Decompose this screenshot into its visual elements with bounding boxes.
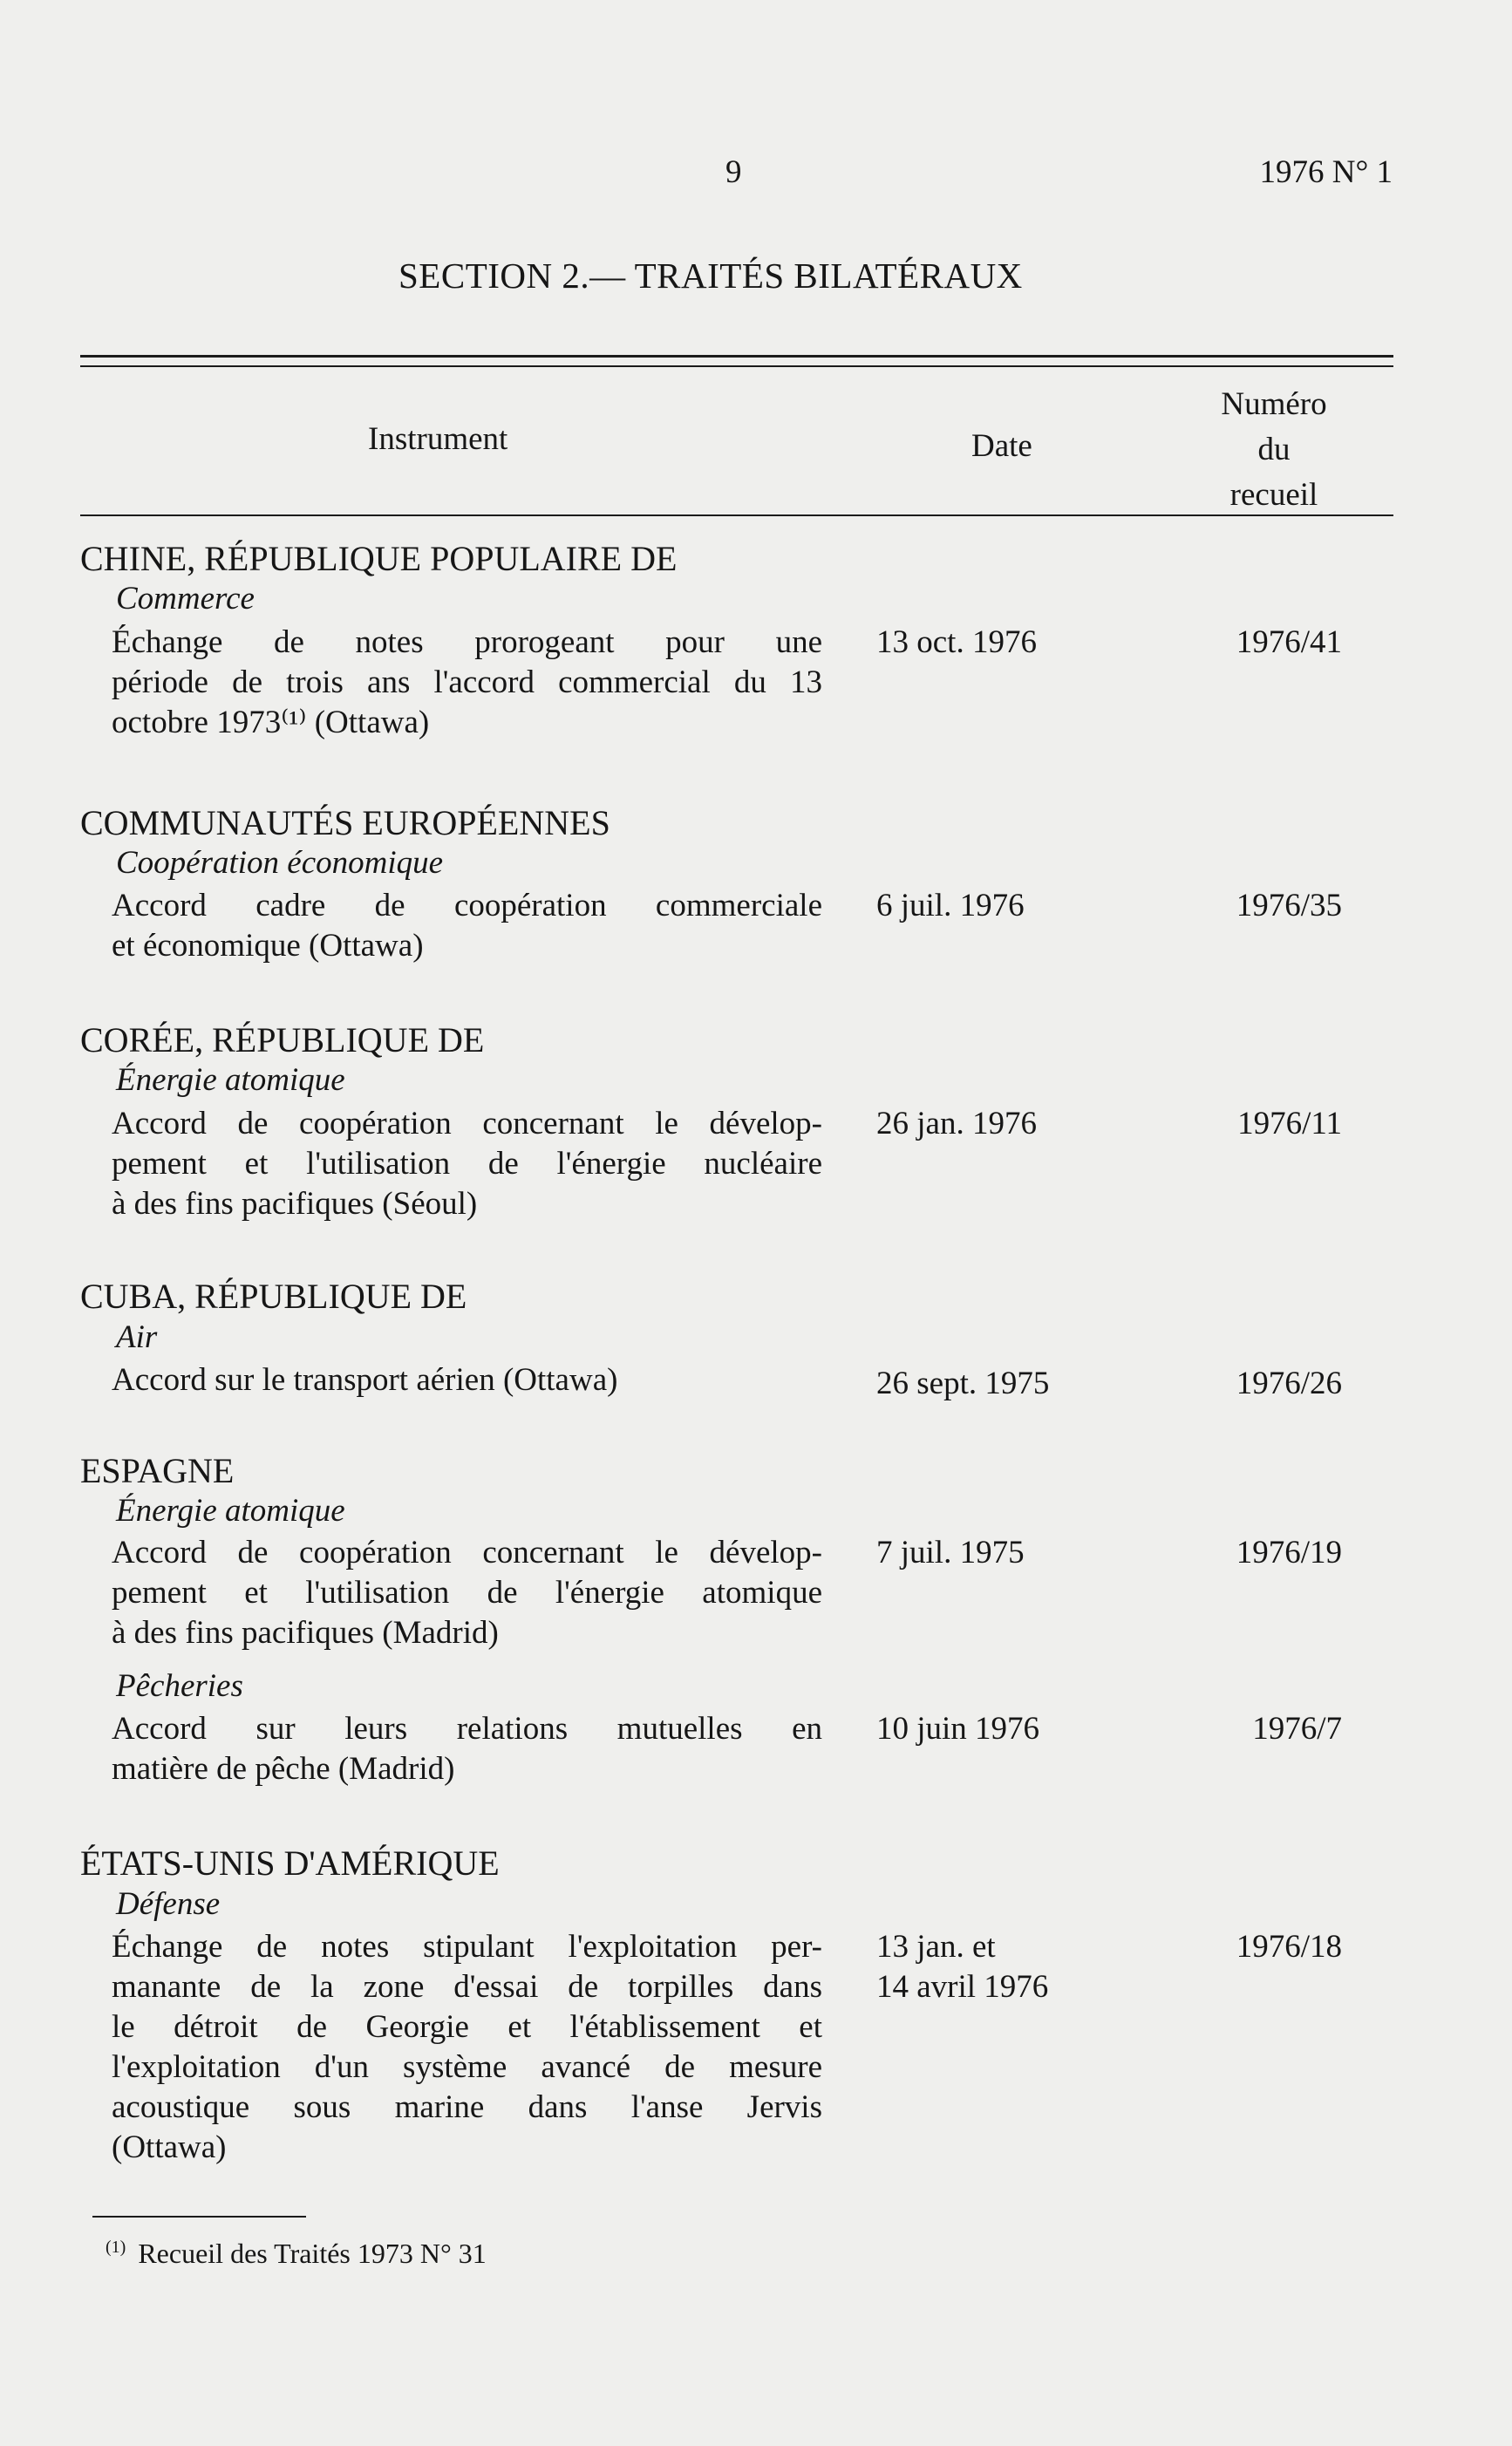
instrument-description	[112, 886, 822, 966]
recueil-number: 1976/35	[1236, 888, 1342, 923]
date-line: 13 jan. et	[876, 1929, 996, 1965]
instrument-description	[112, 1927, 822, 2168]
instrument-description	[112, 1360, 822, 1400]
instrument-line: manante de la zone d'essai de torpilles dans	[112, 1969, 822, 2005]
country-heading: ÉTATS-UNIS D'AMÉRIQUE	[80, 1843, 500, 1883]
recueil-number: 1976/26	[1236, 1366, 1342, 1401]
instrument-date	[876, 886, 1025, 926]
column-header-numero-line-3: recueil	[1229, 477, 1318, 513]
instrument-date	[876, 1533, 1025, 1573]
recueil-number: 1976/7	[1252, 1711, 1342, 1747]
country-heading: ESPAGNE	[80, 1451, 235, 1490]
category-heading: Défense	[116, 1886, 221, 1922]
instrument-line: pement et l'utilisation de l'énergie nucléaire	[112, 1146, 822, 1182]
page-number: 9	[725, 154, 742, 190]
instrument-line: l'exploitation d'un système avancé de mesure	[112, 2049, 822, 2085]
category-heading: Énergie atomique	[116, 1062, 345, 1098]
date-line: 10 juin 1976	[876, 1711, 1040, 1747]
country-heading: CHINE, RÉPUBLIQUE POPULAIRE DE	[80, 539, 678, 578]
column-header-numero-line-2: du	[1257, 432, 1291, 467]
footnote-rule	[92, 2216, 306, 2218]
instrument-date	[876, 1364, 1049, 1404]
column-header-date: Date	[971, 428, 1032, 464]
column-header-instrument: Instrument	[368, 421, 508, 457]
category-heading: Commerce	[116, 581, 255, 617]
footnote-text: Recueil des Traités 1973 N° 31	[138, 2238, 487, 2269]
instrument-description	[112, 1533, 822, 1653]
table-top-rule-inner	[80, 365, 1393, 367]
instrument-line: matière de pêche (Madrid)	[112, 1751, 455, 1787]
instrument-line: période de trois ans l'accord commercial du 13	[112, 664, 822, 700]
category-heading: Air	[116, 1319, 158, 1355]
instrument-line: à des fins pacifiques (Madrid)	[112, 1615, 499, 1651]
instrument-date	[876, 1927, 1048, 2007]
recueil-number: 1976/19	[1236, 1535, 1342, 1570]
footnote-marker: (1)	[106, 2238, 126, 2257]
instrument-description	[112, 623, 822, 743]
date-line: 13 oct. 1976	[876, 624, 1037, 660]
instrument-line: Échange de notes prorogeant pour une	[112, 624, 822, 660]
section-title: SECTION 2.— TRAITÉS BILATÉRAUX	[398, 256, 1023, 296]
country-heading: CUBA, RÉPUBLIQUE DE	[80, 1277, 467, 1316]
recueil-number: 1976/11	[1237, 1106, 1342, 1141]
date-line: 26 sept. 1975	[876, 1366, 1050, 1401]
category-heading: Pêcheries	[116, 1668, 243, 1704]
recueil-number: 1976/41	[1236, 624, 1342, 660]
instrument-line: acoustique sous marine dans l'anse Jervis	[112, 2089, 822, 2125]
country-heading: CORÉE, RÉPUBLIQUE DE	[80, 1020, 485, 1059]
category-heading: Coopération économique	[116, 845, 444, 881]
instrument-date	[876, 1104, 1037, 1144]
instrument-line: (Ottawa)	[112, 2129, 227, 2165]
instrument-description	[112, 1104, 822, 1224]
instrument-line: octobre 1973⁽¹⁾ (Ottawa)	[112, 705, 430, 740]
instrument-line: à des fins pacifiques (Séoul)	[112, 1186, 478, 1222]
date-line: 6 juil. 1976	[876, 888, 1025, 923]
instrument-line: Accord de coopération concernant le dévelop-	[112, 1535, 822, 1570]
instrument-line: Accord sur le transport aérien (Ottawa)	[112, 1362, 618, 1398]
instrument-date	[876, 1709, 1039, 1749]
instrument-line: et économique (Ottawa)	[112, 928, 424, 964]
table-top-rule	[80, 355, 1393, 358]
instrument-line: Accord sur leurs relations mutuelles en	[112, 1711, 822, 1747]
column-header-numero-line-1: Numéro	[1221, 386, 1327, 422]
category-heading: Énergie atomique	[116, 1493, 345, 1529]
instrument-line: pement et l'utilisation de l'énergie atomique	[112, 1575, 822, 1611]
date-line: 14 avril 1976	[876, 1969, 1049, 2005]
instrument-date	[876, 623, 1037, 663]
column-header-numero	[1195, 382, 1353, 518]
footnote	[106, 2238, 487, 2270]
instrument-line: Accord cadre de coopération commerciale	[112, 888, 822, 923]
date-line: 26 jan. 1976	[876, 1106, 1037, 1141]
instrument-line: Accord de coopération concernant le dévelop-	[112, 1106, 822, 1141]
date-line: 7 juil. 1975	[876, 1535, 1025, 1570]
instrument-line: le détroit de Georgie et l'établissement et	[112, 2009, 822, 2045]
volume-reference: 1976 N° 1	[1259, 154, 1393, 190]
recueil-number: 1976/18	[1236, 1929, 1342, 1965]
table-header-rule	[80, 514, 1393, 516]
instrument-line: Échange de notes stipulant l'exploitation per-	[112, 1929, 822, 1965]
country-heading: COMMUNAUTÉS EUROPÉENNES	[80, 803, 610, 842]
instrument-description	[112, 1709, 822, 1789]
